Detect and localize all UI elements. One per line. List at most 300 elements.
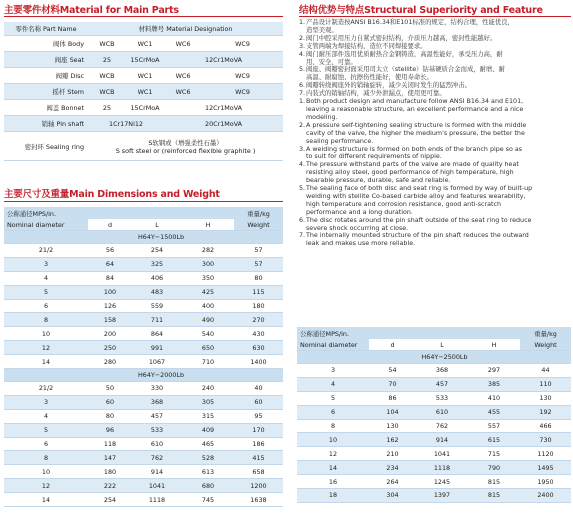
material-cell: 15CrMoA (126, 52, 164, 68)
table-row (297, 364, 571, 378)
L-cell: 1118 (416, 461, 468, 475)
feature-line (299, 169, 571, 177)
H-cell: 300 (182, 257, 234, 271)
table-row (4, 479, 283, 493)
table-row (297, 419, 571, 433)
weight-cell: 186 (234, 437, 283, 451)
header-weight-en: Weight (520, 339, 571, 351)
L-cell: 483 (132, 285, 182, 299)
header-nominal-en: Nominal diameter (297, 339, 369, 351)
header-d: d (88, 219, 132, 231)
H-cell: 425 (182, 285, 234, 299)
dimensions2-header-row-2 (297, 339, 571, 351)
feature-text: A pressure self-tightening sealing structure is formed with the middle (306, 121, 527, 129)
d-cell: 254 (88, 493, 132, 507)
feature-text: welding with stellite Co-based carbide alloy and features wearability, (306, 192, 526, 200)
nominal-size-cell: 3 (4, 257, 88, 271)
feature-text: The pressure withstand parts of the valve are made of quality heat (306, 161, 519, 169)
feature-text: high temperature and corrosion resistance, good anti-scratch (306, 200, 502, 208)
weight-cell: 57 (234, 244, 283, 258)
L-cell: 610 (416, 405, 468, 419)
d-cell: 210 (369, 447, 416, 461)
nominal-size-cell: 3 (297, 364, 369, 378)
H-cell: 815 (468, 489, 520, 503)
table-row (4, 299, 283, 313)
d-cell: 80 (88, 409, 132, 423)
weight-cell: 40 (234, 382, 283, 396)
material-cell: WCB (88, 84, 126, 100)
weight-cell: 1495 (520, 461, 571, 475)
feature-text: performance and a long duration. (306, 208, 413, 216)
L-cell: 368 (416, 364, 468, 378)
nominal-size-cell: 8 (4, 451, 88, 465)
feature-line (299, 106, 571, 114)
material-cell: WC6 (164, 68, 202, 84)
H-cell: 528 (182, 451, 234, 465)
H-cell: 400 (182, 299, 234, 313)
L-cell: 457 (132, 409, 182, 423)
feature-number: 4. (299, 161, 306, 169)
table-row (4, 382, 283, 396)
d-cell: 100 (88, 285, 132, 299)
part-name: 阀盖 Bonnet (4, 100, 88, 116)
feature-line (299, 217, 571, 225)
feature-number: 6. (299, 216, 306, 224)
feature-text: 阀瓣转绕阀座外的销轴旋转，减少关闭时发生的猛烈冲击。 (306, 82, 471, 90)
table-row (4, 493, 283, 507)
H-cell: 613 (182, 465, 234, 479)
materials-row-pin-shaft (4, 116, 283, 132)
table-row (4, 355, 283, 369)
materials-header-part: 零件名称 Part Name (4, 22, 88, 36)
H-cell: 409 (182, 423, 234, 437)
material-cell: 12Cr1MoVA (164, 100, 283, 116)
materials-header-row (4, 22, 283, 36)
sealing-ring-material-cn: S软钢或（增强柔性石墨） (148, 138, 223, 147)
table-row (297, 405, 571, 419)
L-cell: 991 (132, 341, 182, 355)
features-title: 结构优势与特点Structural Superiority and Feature (299, 5, 543, 16)
H-cell: 315 (182, 409, 234, 423)
d-cell: 64 (88, 257, 132, 271)
H-cell: 557 (468, 419, 520, 433)
weight-cell: 415 (234, 451, 283, 465)
nominal-size-cell: 5 (4, 285, 88, 299)
sealing-ring-material-en: S soft steel or (reinforced flexible graphite ) (115, 146, 256, 155)
L-cell: 533 (132, 423, 182, 437)
material-cell: WC9 (202, 36, 283, 52)
nominal-size-cell: 10 (297, 433, 369, 447)
header-L: L (416, 339, 468, 351)
d-cell: 304 (369, 489, 416, 503)
nominal-size-cell: 6 (297, 405, 369, 419)
d-cell: 158 (88, 313, 132, 327)
features-title-underline (299, 16, 571, 17)
d-cell: 84 (88, 271, 132, 285)
header-nominal-cn: 公称通径MPS/in. (297, 327, 369, 339)
part-name: 阀体 Body (4, 36, 88, 52)
table-row (297, 489, 571, 503)
nominal-size-cell: 18 (297, 489, 369, 503)
L-cell: 914 (416, 433, 468, 447)
feature-text: 支管两端为焊接结构，造位不同焊接要求。 (306, 42, 427, 50)
d-cell: 162 (369, 433, 416, 447)
d-cell: 70 (369, 377, 416, 391)
feature-number: 7. (299, 232, 306, 240)
feature-number: 2. (299, 121, 306, 129)
material-cell: 12Cr1MoVA (164, 52, 283, 68)
feature-line (299, 114, 571, 122)
H-cell: 350 (182, 271, 234, 285)
d-cell: 56 (88, 244, 132, 258)
feature-text: modeling. (306, 113, 338, 121)
feature-text: bearable pressure, durable, safe and reliable. (306, 177, 451, 185)
feature-text: 高温、耐腐蚀、抗擦伤性能好，使用寿命长。 (306, 74, 433, 82)
material-cell: 20Cr1MoVA (164, 116, 283, 132)
material-cell: WC6 (164, 84, 202, 100)
feature-text: severe shock occurring at close. (306, 224, 409, 232)
material-cell: 25 (88, 100, 126, 116)
H-cell: 650 (182, 341, 234, 355)
feature-line (299, 146, 571, 154)
dimensions-header-row-2 (4, 219, 283, 231)
group-header-row (297, 351, 571, 364)
feature-text: sealing performance. (306, 137, 374, 145)
d-cell: 234 (369, 461, 416, 475)
nominal-size-cell: 21/2 (4, 382, 88, 396)
d-cell: 264 (369, 475, 416, 489)
table-row (4, 244, 283, 258)
materials-row-seat (4, 52, 283, 68)
H-cell: 540 (182, 327, 234, 341)
header-weight-cn: 重量/kg (234, 207, 283, 219)
d-cell: 126 (88, 299, 132, 313)
feature-number: 1. (299, 19, 306, 26)
weight-cell: 44 (520, 364, 571, 378)
materials-table (4, 22, 283, 161)
feature-text: 阀门中腔采用压力自紧式密封结构，介质压力越高，密封性能越好。 (306, 34, 497, 42)
table-row (297, 475, 571, 489)
d-cell: 118 (88, 437, 132, 451)
feature-text: 用、安全、可靠。 (306, 58, 357, 66)
H-cell: 410 (468, 391, 520, 405)
feature-line (299, 185, 571, 193)
L-cell: 1067 (132, 355, 182, 369)
L-cell: 368 (132, 395, 182, 409)
nominal-size-cell: 12 (4, 479, 88, 493)
materials-row-bonnet (4, 100, 283, 116)
materials-title-underline (4, 16, 283, 17)
material-cell: WC9 (202, 84, 283, 100)
feature-line (299, 43, 571, 51)
part-name: 摇杆 Stem (4, 84, 88, 100)
table-row (297, 461, 571, 475)
feature-text: 内装式的销轴结构，减少外泄漏点，使用更可靠。 (306, 90, 446, 98)
feature-line (299, 153, 571, 161)
table-row (297, 433, 571, 447)
nominal-size-cell: 5 (297, 391, 369, 405)
header-L: L (132, 219, 182, 231)
part-name: 阀座 Seat (4, 52, 88, 68)
feature-line (299, 138, 571, 146)
L-cell: 1397 (416, 489, 468, 503)
d-cell: 200 (88, 327, 132, 341)
weight-cell: 630 (234, 341, 283, 355)
feature-line (299, 193, 571, 201)
weight-cell: 192 (520, 405, 571, 419)
table-row (4, 285, 283, 299)
d-cell: 147 (88, 451, 132, 465)
nominal-size-cell: 10 (4, 465, 88, 479)
material-cell: WC1 (126, 84, 164, 100)
d-cell: 280 (88, 355, 132, 369)
feature-line (299, 90, 571, 98)
group-label: H64Y−2500Lb (369, 351, 520, 364)
feature-number: 7. (299, 90, 306, 98)
table-row (297, 391, 571, 405)
L-cell: 254 (132, 244, 182, 258)
L-cell: 406 (132, 271, 182, 285)
materials-row-sealing-ring (4, 132, 283, 161)
header-H: H (468, 339, 520, 351)
material-cell: WCB (88, 68, 126, 84)
d-cell: 86 (369, 391, 416, 405)
weight-cell: 2400 (520, 489, 571, 503)
weight-cell: 110 (520, 377, 571, 391)
table-row (4, 451, 283, 465)
feature-number: 1. (299, 98, 306, 106)
weight-cell: 466 (520, 419, 571, 433)
feature-line (299, 82, 571, 90)
feature-text: The sealing face of both disc and seat ring is formed by way of built-up (306, 185, 533, 193)
H-cell: 465 (182, 437, 234, 451)
weight-cell: 1950 (520, 475, 571, 489)
feature-number: 3. (299, 145, 306, 153)
H-cell: 282 (182, 244, 234, 258)
table-row (4, 395, 283, 409)
header-nominal-en: Nominal diameter (4, 219, 88, 231)
feature-line (299, 232, 571, 240)
table-row (4, 313, 283, 327)
nominal-size-cell: 6 (4, 437, 88, 451)
features-list (299, 19, 571, 248)
feature-text: 产品设计制造按ANSI B16.34和E101标准的规定，结构合理，性能优良， (306, 19, 514, 26)
part-name: 销轴 Pin shaft (4, 116, 88, 132)
weight-cell: 130 (520, 391, 571, 405)
nominal-size-cell: 4 (4, 271, 88, 285)
header-H: H (182, 219, 234, 231)
d-cell: 130 (369, 419, 416, 433)
feature-text: cavity of the valve, the higher the medium's pressure, the better the (306, 129, 525, 137)
nominal-size-cell: 14 (4, 493, 88, 507)
feature-number: 3. (299, 42, 306, 50)
nominal-size-cell: 3 (4, 395, 88, 409)
H-cell: 680 (182, 479, 234, 493)
feature-line (299, 35, 571, 43)
materials-row-disc (4, 68, 283, 84)
feature-text: Both product design and manufacture follow ANSI B16.34 and E101, (306, 98, 524, 106)
material-cell: WCB (88, 36, 126, 52)
feature-number: 5. (299, 66, 306, 74)
part-name: 密封环 Sealing ring (4, 132, 88, 161)
table-row (4, 423, 283, 437)
material-cell: WC1 (126, 68, 164, 84)
feature-line (299, 98, 571, 106)
weight-cell: 80 (234, 271, 283, 285)
weight-cell: 270 (234, 313, 283, 327)
nominal-size-cell: 4 (4, 409, 88, 423)
header-weight-cn: 重量/kg (520, 327, 571, 339)
nominal-size-cell: 8 (297, 419, 369, 433)
L-cell: 762 (132, 451, 182, 465)
d-cell: 250 (88, 341, 132, 355)
nominal-size-cell: 4 (297, 377, 369, 391)
H-cell: 715 (468, 447, 520, 461)
material-cell: 15CrMoA (126, 100, 164, 116)
feature-line (299, 27, 571, 35)
H-cell: 240 (182, 382, 234, 396)
feature-line (299, 19, 571, 27)
L-cell: 1041 (132, 479, 182, 493)
table-row (297, 447, 571, 461)
feature-line (299, 51, 571, 59)
feature-number: 4. (299, 50, 306, 58)
L-cell: 914 (132, 465, 182, 479)
d-cell: 54 (369, 364, 416, 378)
feature-text: A welding structure is formed on both ends of the branch pipe so as (306, 145, 523, 153)
H-cell: 790 (468, 461, 520, 475)
feature-number: 6. (299, 82, 306, 90)
L-cell: 1041 (416, 447, 468, 461)
weight-cell: 1200 (234, 479, 283, 493)
d-cell: 50 (88, 382, 132, 396)
feature-line (299, 161, 571, 169)
feature-text: leak and makes use more reliable. (306, 240, 416, 248)
part-name: 阀瓣 Disc (4, 68, 88, 84)
header-d: d (369, 339, 416, 351)
table-row (4, 465, 283, 479)
nominal-size-cell: 16 (297, 475, 369, 489)
feature-line (299, 201, 571, 209)
weight-cell: 180 (234, 299, 283, 313)
materials-header-material: 材料牌号 Material Designation (88, 22, 283, 36)
feature-line (299, 177, 571, 185)
materials-title: 主要零件材料Material for Main Parts (4, 5, 179, 16)
group-label: H64Y−1500Lb (88, 231, 234, 244)
H-cell: 297 (468, 364, 520, 378)
feature-text: 阀门耐压部件选用优质耐热合金钢铸造，高温性能好，承受压力高，耐 (306, 50, 503, 58)
dimensions-header-row (4, 207, 283, 219)
feature-text: resisting alloy steel, good performance of high temperature, high (306, 169, 514, 177)
dimensions-table-2500lb (297, 327, 571, 503)
nominal-size-cell: 8 (4, 313, 88, 327)
weight-cell: 57 (234, 257, 283, 271)
feature-line (299, 225, 571, 233)
material-cell: WC1 (126, 36, 164, 52)
dimensions-table (4, 207, 283, 507)
table-row (4, 437, 283, 451)
nominal-size-cell: 14 (297, 461, 369, 475)
weight-cell: 1638 (234, 493, 283, 507)
feature-line (299, 209, 571, 217)
H-cell: 455 (468, 405, 520, 419)
materials-row-body (4, 36, 283, 52)
nominal-size-cell: 12 (4, 341, 88, 355)
L-cell: 762 (416, 419, 468, 433)
material-cell: 1Cr17Ni12 (88, 116, 164, 132)
material-cell: 25 (88, 52, 126, 68)
header-nominal-cn: 公称通径MPS/in. (4, 207, 88, 219)
feature-text: 造型美观。 (306, 26, 338, 34)
group-header-row (4, 231, 283, 244)
feature-text: The internally mounted structure of the pin shaft reduces the outward (306, 232, 529, 240)
L-cell: 610 (132, 437, 182, 451)
L-cell: 330 (132, 382, 182, 396)
table-row (4, 257, 283, 271)
d-cell: 104 (369, 405, 416, 419)
nominal-size-cell: 5 (4, 423, 88, 437)
L-cell: 533 (416, 391, 468, 405)
group-header-row (4, 369, 283, 382)
feature-text: The disc rotates around the pin shaft outside of the seat ring to reduce (306, 216, 532, 224)
weight-cell: 170 (234, 423, 283, 437)
weight-cell: 730 (520, 433, 571, 447)
H-cell: 615 (468, 433, 520, 447)
L-cell: 325 (132, 257, 182, 271)
H-cell: 490 (182, 313, 234, 327)
L-cell: 864 (132, 327, 182, 341)
weight-cell: 60 (234, 395, 283, 409)
header-weight-en: Weight (234, 219, 283, 231)
material-cell: WC9 (202, 68, 283, 84)
H-cell: 305 (182, 395, 234, 409)
material-cell (88, 132, 283, 161)
d-cell: 222 (88, 479, 132, 493)
L-cell: 457 (416, 377, 468, 391)
H-cell: 815 (468, 475, 520, 489)
table-row (297, 377, 571, 391)
L-cell: 1245 (416, 475, 468, 489)
nominal-size-cell: 10 (4, 327, 88, 341)
feature-text: leaving a reasonable structure, an excellent performance and a nice (306, 105, 524, 113)
materials-row-stem (4, 84, 283, 100)
H-cell: 745 (182, 493, 234, 507)
H-cell: 710 (182, 355, 234, 369)
dimensions-title-underline (4, 201, 283, 202)
weight-cell: 430 (234, 327, 283, 341)
L-cell: 1118 (132, 493, 182, 507)
nominal-size-cell: 21/2 (4, 244, 88, 258)
feature-text: to suit for different requirements of nipple. (306, 153, 442, 161)
H-cell: 385 (468, 377, 520, 391)
weight-cell: 658 (234, 465, 283, 479)
d-cell: 60 (88, 395, 132, 409)
feature-number: 5. (299, 185, 306, 193)
feature-line (299, 240, 571, 248)
nominal-size-cell: 12 (297, 447, 369, 461)
table-row (4, 341, 283, 355)
dimensions-title: 主要尺寸及重量Main Dimensions and Weight (4, 189, 220, 200)
d-cell: 180 (88, 465, 132, 479)
table-row (4, 327, 283, 341)
table-row (4, 271, 283, 285)
d-cell: 96 (88, 423, 132, 437)
weight-cell: 95 (234, 409, 283, 423)
material-cell: WC6 (164, 36, 202, 52)
L-cell: 559 (132, 299, 182, 313)
feature-line (299, 122, 571, 130)
nominal-size-cell: 6 (4, 299, 88, 313)
